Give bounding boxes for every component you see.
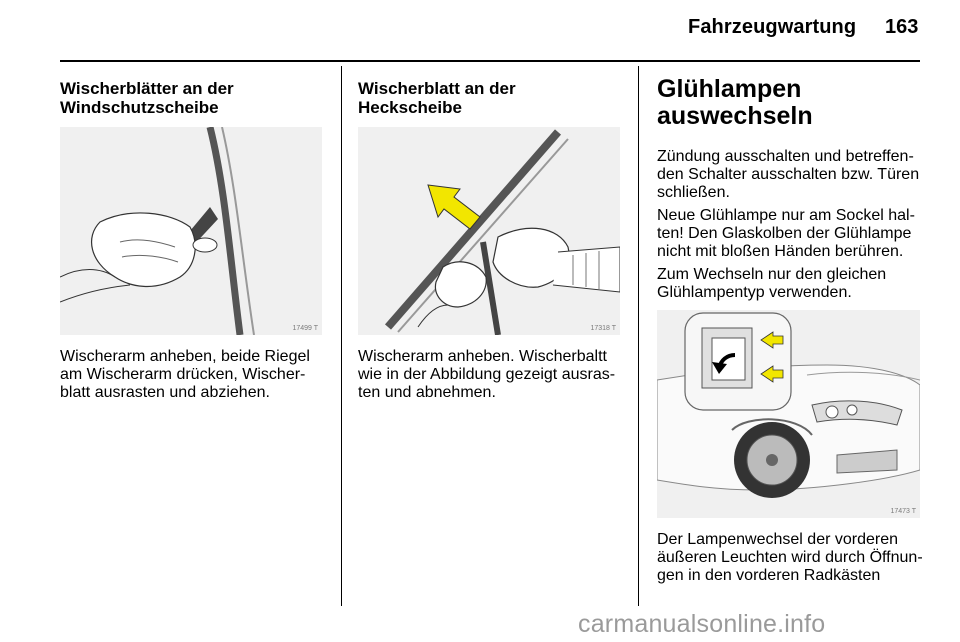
page-header-title: Fahrzeugwartung bbox=[688, 16, 857, 38]
text-line: Neue Glühlampe nur am Sockel hal- bbox=[657, 207, 915, 224]
text-line: ten und abnehmen. bbox=[358, 384, 496, 401]
heading-line: Glühlampen bbox=[657, 75, 802, 103]
heading-line: auswechseln bbox=[657, 102, 813, 130]
bulb-paragraph-4 bbox=[657, 531, 923, 585]
page-number: 163 bbox=[885, 16, 919, 38]
figure-code: 17318 T bbox=[590, 325, 616, 332]
text-line: schließen. bbox=[657, 184, 730, 201]
heading-line: Windschutzscheibe bbox=[60, 98, 219, 117]
text-line: gen in den vorderen Radkästen bbox=[657, 567, 881, 584]
bulb-paragraph-3 bbox=[657, 266, 886, 302]
section-heading-bulb-replacement bbox=[657, 76, 813, 130]
windscreen-wiper-illustration bbox=[60, 127, 322, 335]
text-line: Wischerarm anheben. Wischerbaltt bbox=[358, 348, 607, 365]
text-line: wie in der Abbildung gezeigt ausras- bbox=[358, 366, 616, 383]
text-line: Zündung ausschalten und betreffen- bbox=[657, 148, 914, 165]
text-line: Der Lampenwechsel der vorderen bbox=[657, 531, 899, 548]
wheel-arch-lamp-illustration bbox=[657, 310, 920, 518]
heading-line: Wischerblätter an der bbox=[60, 79, 234, 98]
figure-code: 17473 T bbox=[890, 508, 916, 515]
text-line: ten! Den Glaskolben der Glühlampe bbox=[657, 225, 912, 242]
heading-line: Heckscheibe bbox=[358, 98, 462, 117]
header-rule bbox=[60, 60, 920, 62]
text-line: Wischerarm anheben, beide Riegel bbox=[60, 348, 310, 365]
text-line: blatt ausrasten und abziehen. bbox=[60, 384, 270, 401]
text-line: Zum Wechseln nur den gleichen bbox=[657, 266, 887, 283]
bulb-paragraph-1 bbox=[657, 148, 919, 202]
figure-code: 17499 T bbox=[292, 325, 318, 332]
heading-line: Wischerblatt an der bbox=[358, 79, 516, 98]
text-line: äußeren Leuchten wird durch Öffnun- bbox=[657, 549, 923, 566]
section-heading-windscreen-wiper bbox=[60, 79, 234, 117]
column-divider-1 bbox=[341, 66, 342, 606]
section-heading-rear-wiper bbox=[358, 79, 516, 117]
bulb-paragraph-2 bbox=[657, 207, 915, 261]
text-line: den Schalter ausschalten bzw. Türen bbox=[657, 166, 920, 183]
rear-wiper-instructions bbox=[358, 348, 615, 402]
text-line: am Wischerarm drücken, Wischer- bbox=[60, 366, 306, 383]
text-line: nicht mit bloßen Händen berühren. bbox=[657, 243, 904, 260]
watermark: carmanualsonline.info bbox=[578, 610, 826, 638]
rear-wiper-illustration bbox=[358, 127, 620, 335]
windscreen-wiper-instructions bbox=[60, 348, 310, 402]
text-line: Glühlampentyp verwenden. bbox=[657, 284, 852, 301]
column-divider-2 bbox=[638, 66, 639, 606]
